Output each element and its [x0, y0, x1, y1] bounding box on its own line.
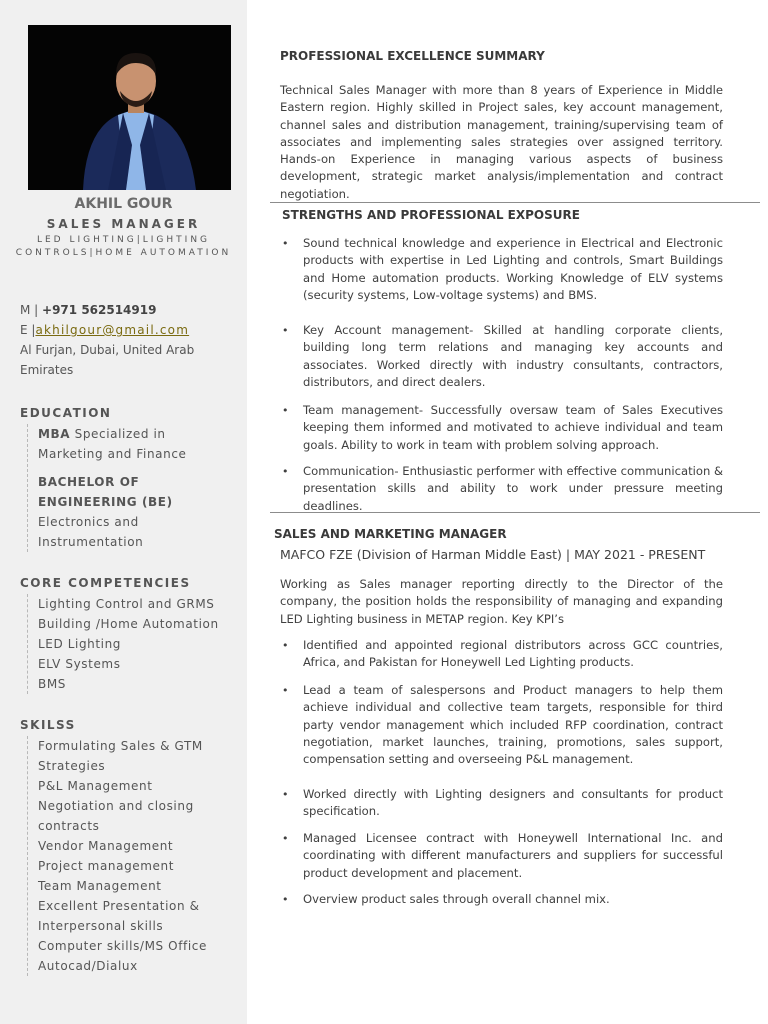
- education-mba-spec: Specialized in: [70, 427, 166, 441]
- list-item: [282, 830, 723, 882]
- list-item: ELV Systems: [38, 657, 121, 671]
- bullet-icon: •: [282, 465, 289, 478]
- list-item: Lighting Control and GRMS: [38, 597, 215, 611]
- email-label: E |: [20, 323, 36, 337]
- list-item: [282, 463, 723, 515]
- address-line2: Emirates: [20, 363, 74, 377]
- profile-title: SALES MANAGER: [46, 217, 201, 231]
- profile-name: AKHIL GOUR: [74, 196, 173, 212]
- education-be-line2: ENGINEERING (BE): [38, 495, 173, 509]
- bullet-text: Worked directly with Lighting designers and consultants for product specification.: [303, 787, 723, 819]
- education-be-line4: Instrumentation: [38, 535, 144, 549]
- education-be-line1: BACHELOR OF: [38, 475, 140, 489]
- bullet-icon: •: [282, 893, 289, 906]
- list-item: LED Lighting: [38, 637, 122, 651]
- list-item: Project management: [38, 859, 175, 873]
- experience-company: MAFCO FZE (Division of Harman Middle East) | MAY 2021 - PRESENT: [280, 547, 706, 562]
- education-list: [27, 424, 187, 552]
- education-heading: EDUCATION: [20, 406, 112, 420]
- email-link[interactable]: akhilgour@gmail.com: [35, 323, 190, 337]
- bullet-text: Lead a team of salespersons and Product managers to help them achieve individual and collective team targets, responsible for third party vendor management which included RFP coordination, contract negotiation, market launches, training, promotions, sales support, compensation setting and overseeing P&L management.: [303, 683, 723, 767]
- education-mba-degree: MBA: [38, 427, 71, 441]
- list-item: [282, 235, 723, 304]
- list-item: Strategies: [38, 759, 106, 773]
- strengths-heading: STRENGTHS AND PROFESSIONAL EXPOSURE: [282, 208, 580, 222]
- person-portrait-icon: [28, 25, 231, 190]
- bullet-text: Team management- Successfully oversaw team of Sales Executives keeping them informed and motivated to achieve individual and team goals. Ability to work in team with problem solving approach.: [303, 403, 723, 452]
- list-item: Autocad/Dialux: [38, 959, 138, 973]
- experience-intro: Working as Sales manager reporting directly to the Director of the company, the position holds the responsibility of managing and expanding LED Lighting business in METAP region. Key KPI’s: [280, 577, 723, 626]
- list-item: Excellent Presentation &: [38, 899, 200, 913]
- profile-tagline-line1: LED LIGHTING|LIGHTING: [36, 235, 211, 245]
- bullet-icon: •: [282, 237, 289, 250]
- address-line1: Al Furjan, Dubai, United Arab: [20, 343, 195, 357]
- phone-row: [20, 303, 156, 317]
- profile-photo: [28, 25, 231, 190]
- list-item: Formulating Sales & GTM: [38, 739, 203, 753]
- section-divider: [270, 202, 760, 203]
- sidebar: [0, 0, 247, 1024]
- bullet-icon: •: [282, 404, 289, 417]
- phone-number: +971 562514919: [42, 303, 157, 317]
- summary-text: Technical Sales Manager with more than 8 years of Experience in Middle Eastern region. Highly skilled in Project sales, key account management, channel sales and distribution management, training/supervising team of associates and implementing sales strategies over assigned territory. Hands-on Experience in managing various aspects of business development, strategic market analysis/implementation and contract negotiation.: [280, 83, 723, 201]
- list-item: [282, 891, 723, 908]
- bullet-icon: •: [282, 639, 289, 652]
- list-item: [282, 322, 723, 391]
- list-item: [282, 637, 723, 672]
- bullet-text: Key Account management- Skilled at handling corporate clients, building long term relations and managing key accounts and associates. Worked directly with industry consultants, contractors, distributors, and direct dealers.: [303, 323, 723, 389]
- section-divider: [270, 512, 760, 513]
- education-mba-line2: Marketing and Finance: [38, 447, 187, 461]
- experience-heading: SALES AND MARKETING MANAGER: [274, 527, 507, 541]
- bullet-icon: •: [282, 324, 289, 337]
- list-item: Interpersonal skills: [38, 919, 164, 933]
- list-item: Computer skills/MS Office: [38, 939, 207, 953]
- list-item: Negotiation and closing: [38, 799, 194, 813]
- summary-heading: PROFESSIONAL EXCELLENCE SUMMARY: [280, 49, 545, 63]
- bullet-text: Communication- Enthusiastic performer with effective communication & presentation skills and ability to work under pressure meeting deadlines.: [303, 464, 724, 513]
- main-content: [260, 0, 760, 1024]
- list-item: contracts: [38, 819, 100, 833]
- bullet-text: Identified and appointed regional distributors across GCC countries, Africa, and Pakistan for Honeywell Led Lighting products.: [303, 638, 723, 670]
- competencies-list: [27, 594, 219, 694]
- bullet-text: Overview product sales through overall channel mix.: [303, 892, 610, 906]
- education-mba: [38, 424, 187, 444]
- list-item: Team Management: [38, 879, 162, 893]
- bullet-icon: •: [282, 832, 289, 845]
- list-item: BMS: [38, 677, 67, 691]
- bullet-text: Sound technical knowledge and experience in Electrical and Electronic products with expertise in Led Lighting and controls, Smart Buildings and Home automation products. Working Knowledge of ELV systems (security systems, Low-voltage systems) and BMS.: [303, 236, 723, 302]
- skills-list: [27, 736, 207, 976]
- bullet-text: Managed Licensee contract with Honeywell International Inc. and coordinating with different manufacturers and suppliers for successful product development and placement.: [303, 831, 723, 880]
- list-item: [282, 786, 723, 821]
- list-item: P&L Management: [38, 779, 153, 793]
- profile-tagline-line2: CONTROLS|HOME AUTOMATION: [15, 248, 232, 258]
- list-item: [282, 402, 723, 454]
- phone-label: M |: [20, 303, 43, 317]
- skills-heading: SKILSS: [20, 718, 76, 732]
- list-item: Vendor Management: [38, 839, 174, 853]
- competencies-heading: CORE COMPETENCIES: [20, 576, 191, 590]
- email-row: [20, 323, 189, 337]
- bullet-icon: •: [282, 684, 289, 697]
- list-item: Building /Home Automation: [38, 617, 219, 631]
- list-item: [282, 682, 723, 768]
- education-be-line3: Electronics and: [38, 515, 139, 529]
- bullet-icon: •: [282, 788, 289, 801]
